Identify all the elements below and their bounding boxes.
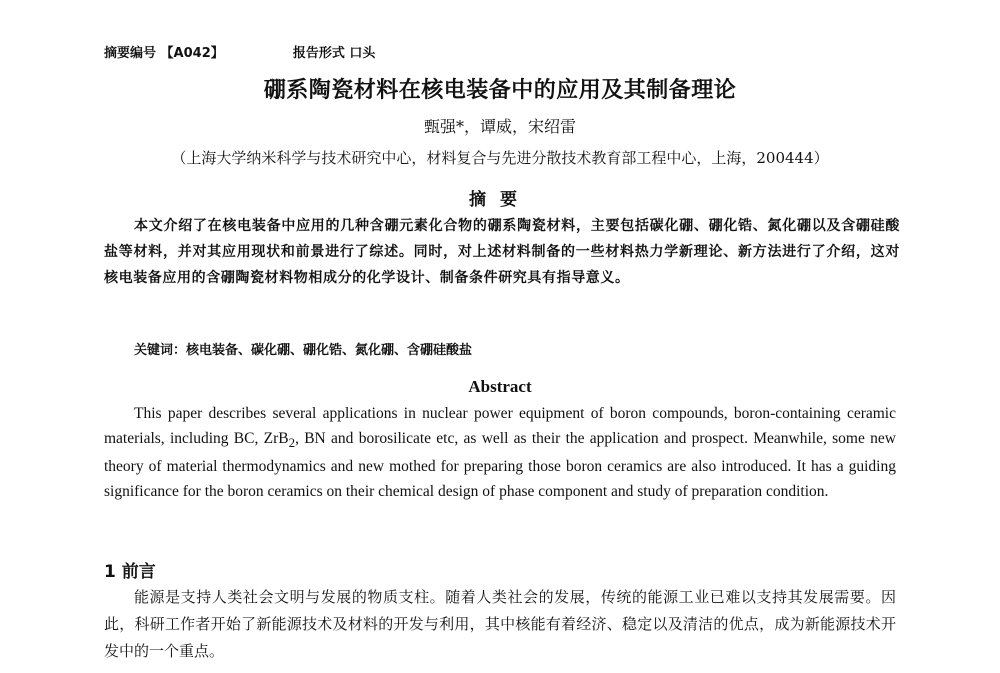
en-abstract-body bbox=[104, 402, 896, 504]
intro-paragraph: 能源是支持人类社会文明与发展的物质支柱。随着人类社会的发展，传统的能源工业已难以支持其发展需要。因此，科研工作者开始了新能源技术及材料的开发与利用，其中核能有着经济、稳定以及清洁的优点，成为新能源技术开发中的一个重点。 bbox=[104, 588, 896, 660]
report-form-label: 报告形式 bbox=[292, 46, 345, 61]
en-abstract-part1: This paper describes several applications in nuclear power equipment of boron compounds, boron-containing ceramic materials, including BC, ZrB bbox=[104, 405, 896, 447]
en-abstract-subscript: 2 bbox=[288, 434, 296, 450]
affiliation: （上海大学纳米科学与技术研究中心，材料复合与先进分散技术教育部工程中心，上海，200444） bbox=[171, 149, 829, 167]
authors: 甄强*，谭威，宋绍雷 bbox=[423, 117, 576, 136]
abstract-number-value: 【A042】 bbox=[160, 46, 224, 61]
en-abstract-part2: , BN and borosilicate etc, as well as their the application and prospect. Meanwhile, some new theory of material thermodynamics and new mothed for preparing those boron ceramics are also introduced. It has a guiding significance for the boron ceramics on their chemical design of phase component and study of preparation condition. bbox=[104, 429, 896, 500]
report-form-value: 口头 bbox=[349, 46, 376, 61]
en-abstract-heading: Abstract bbox=[468, 377, 532, 396]
zh-abstract-body: 本文介绍了在核电装备中应用的几种含硼元素化合物的硼系陶瓷材料，主要包括碳化硼、硼化锆、氮化硼以及含硼硅酸盐等材料，并对其应用现状和前景进行了综述。同时，对上述材料制备的一些材料热力学新理论、新方法进行了介绍，这对核电装备应用的含硼陶瓷材料物相成分的化学设计、制备条件研究具有指导意义。 bbox=[104, 218, 900, 286]
section-heading-intro: 1 前言 bbox=[104, 562, 156, 582]
keywords-label: 关键词： bbox=[134, 343, 187, 358]
abstract-number-label: 摘要编号 bbox=[104, 46, 157, 61]
header-meta bbox=[104, 42, 375, 61]
keywords bbox=[134, 339, 472, 358]
paper-title: 硼系陶瓷材料在核电装备中的应用及其制备理论 bbox=[263, 78, 737, 103]
zh-abstract-heading: 摘要 bbox=[469, 190, 531, 210]
keywords-list: 核电装备、碳化硼、硼化锆、氮化硼、含硼硅酸盐 bbox=[186, 343, 473, 358]
